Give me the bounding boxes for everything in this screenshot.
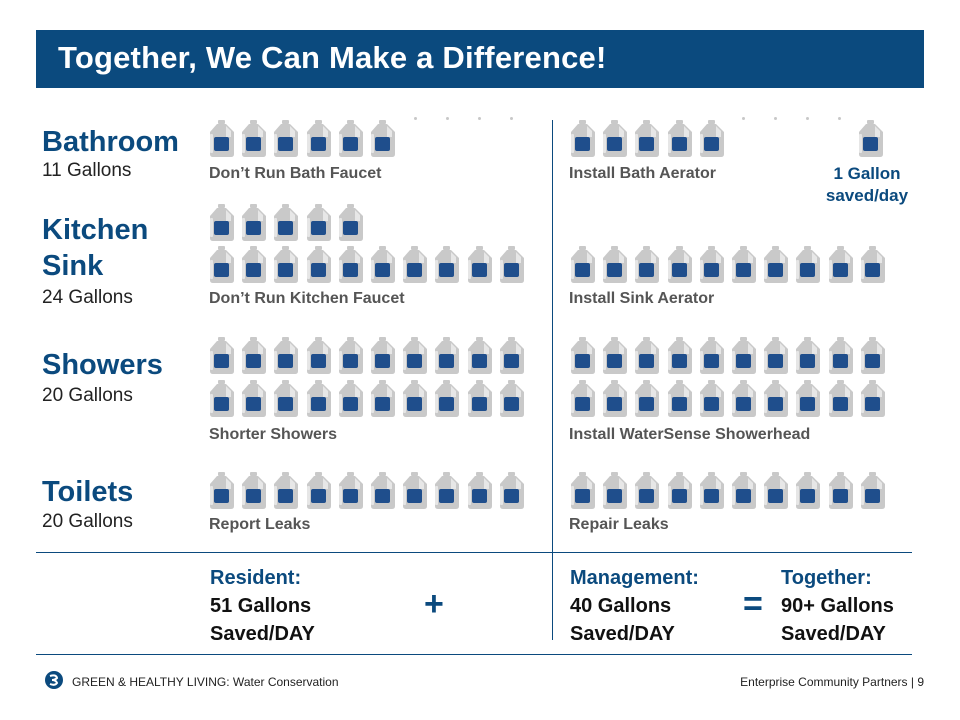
milk-jug-icon: [305, 472, 333, 510]
caption-report-leaks: Report Leaks: [209, 516, 311, 533]
milk-jug-icon: [401, 472, 429, 510]
category-kitchen-amount: 24 Gallons: [42, 287, 133, 308]
caption-bath-faucet: Don’t Run Bath Faucet: [209, 165, 382, 182]
milk-jug-icon: [794, 472, 822, 510]
milk-jug-icon: [337, 337, 365, 375]
caption-kitchen-faucet: Don’t Run Kitchen Faucet: [209, 290, 405, 307]
separator-dot: [774, 117, 777, 120]
milk-jug-icon: [272, 337, 300, 375]
jug-row-report-leaks: [208, 472, 530, 510]
together-value-line2: Saved/DAY: [781, 623, 886, 645]
milk-jug-icon: [466, 380, 494, 418]
milk-jug-icon: [240, 472, 268, 510]
management-value-line1: 40 Gallons: [570, 595, 672, 617]
milk-jug-icon: [240, 380, 268, 418]
milk-jug-icon: [401, 337, 429, 375]
resident-label: Resident:: [210, 567, 302, 589]
legend-note-line1: 1 Gallon: [833, 164, 901, 183]
plus-sign: +: [424, 585, 444, 623]
jug-row-kitchen-faucet-1: [208, 204, 369, 242]
separator-dot: [742, 117, 745, 120]
caption-showerhead: Install WaterSense Showerhead: [569, 426, 811, 443]
milk-jug-icon: [337, 246, 365, 284]
milk-jug-icon: [762, 246, 790, 284]
horizontal-divider: [36, 552, 912, 553]
category-showers-title: Showers: [42, 349, 163, 381]
milk-jug-icon: [569, 380, 597, 418]
milk-jug-icon: [698, 472, 726, 510]
milk-jug-icon: [666, 472, 694, 510]
milk-jug-icon: [498, 380, 526, 418]
milk-jug-icon: [272, 472, 300, 510]
milk-jug-icon: [698, 120, 726, 158]
footer-page-info: Enterprise Community Partners | 9: [740, 675, 924, 689]
milk-jug-icon: [240, 204, 268, 242]
milk-jug-icon: [369, 120, 397, 158]
milk-jug-icon: [208, 204, 236, 242]
milk-jug-icon: [337, 380, 365, 418]
vertical-divider: [552, 120, 553, 640]
milk-jug-icon: [569, 120, 597, 158]
milk-jug-icon: [569, 246, 597, 284]
separator-dot: [414, 117, 417, 120]
footer-divider: [36, 654, 912, 655]
milk-jug-icon: [305, 246, 333, 284]
together-label: Together:: [781, 567, 872, 589]
page-title: Together, We Can Make a Difference!: [58, 40, 607, 75]
milk-jug-icon: [827, 472, 855, 510]
milk-jug-icon: [859, 380, 887, 418]
separator-dot: [838, 117, 841, 120]
milk-jug-icon: [369, 246, 397, 284]
category-bathroom-amount: 11 Gallons: [42, 160, 132, 181]
milk-jug-icon: [859, 472, 887, 510]
caption-sink-aerator: Install Sink Aerator: [569, 290, 715, 307]
milk-jug-icon: [857, 120, 885, 158]
milk-jug-icon: [633, 337, 661, 375]
resident-value-line1: 51 Gallons: [210, 595, 312, 617]
jug-row-legend: [857, 120, 889, 158]
milk-jug-icon: [666, 246, 694, 284]
milk-jug-icon: [208, 472, 236, 510]
milk-jug-icon: [859, 246, 887, 284]
category-toilets-amount: 20 Gallons: [42, 511, 133, 532]
milk-jug-icon: [305, 204, 333, 242]
milk-jug-icon: [794, 246, 822, 284]
milk-jug-icon: [433, 472, 461, 510]
milk-jug-icon: [272, 204, 300, 242]
milk-jug-icon: [498, 246, 526, 284]
jug-row-kitchen-faucet-2: [208, 246, 530, 284]
milk-jug-icon: [433, 380, 461, 418]
management-value-line2: Saved/DAY: [570, 623, 675, 645]
milk-jug-icon: [305, 337, 333, 375]
milk-jug-icon: [827, 246, 855, 284]
milk-jug-icon: [337, 204, 365, 242]
milk-jug-icon: [240, 120, 268, 158]
together-value-line1: 90+ Gallons: [781, 595, 894, 617]
milk-jug-icon: [666, 120, 694, 158]
milk-jug-icon: [633, 246, 661, 284]
milk-jug-icon: [240, 337, 268, 375]
milk-jug-icon: [698, 246, 726, 284]
milk-jug-icon: [569, 472, 597, 510]
equals-sign: =: [743, 585, 763, 623]
milk-jug-icon: [794, 337, 822, 375]
management-label: Management:: [570, 567, 699, 589]
category-kitchen-title: Kitchen Sink: [42, 214, 149, 282]
separator-dot: [510, 117, 513, 120]
milk-jug-icon: [730, 337, 758, 375]
milk-jug-icon: [859, 337, 887, 375]
milk-jug-icon: [698, 337, 726, 375]
milk-jug-icon: [369, 337, 397, 375]
milk-jug-icon: [762, 472, 790, 510]
milk-jug-icon: [698, 380, 726, 418]
milk-jug-icon: [208, 120, 236, 158]
milk-jug-icon: [730, 246, 758, 284]
milk-jug-icon: [794, 380, 822, 418]
milk-jug-icon: [466, 337, 494, 375]
milk-jug-icon: [762, 337, 790, 375]
milk-jug-icon: [601, 380, 629, 418]
milk-jug-icon: [498, 337, 526, 375]
footer-section-title: GREEN & HEALTHY LIVING: Water Conservation: [72, 675, 339, 689]
jug-row-shorter-showers-2: [208, 380, 530, 418]
milk-jug-icon: [666, 337, 694, 375]
milk-jug-icon: [666, 380, 694, 418]
category-toilets-title: Toilets: [42, 476, 134, 508]
category-bathroom-title: Bathroom: [42, 126, 179, 158]
resident-value: [210, 592, 315, 648]
category-showers-amount: 20 Gallons: [42, 385, 133, 406]
milk-jug-icon: [433, 337, 461, 375]
jug-row-bath-faucet: [208, 120, 401, 158]
milk-jug-icon: [730, 380, 758, 418]
milk-jug-icon: [633, 472, 661, 510]
together-value: [781, 592, 894, 648]
legend-note-line2: saved/day: [825, 186, 909, 205]
management-value: [570, 592, 675, 648]
milk-jug-icon: [762, 380, 790, 418]
jug-row-showerhead-1: [569, 337, 891, 375]
milk-jug-icon: [272, 246, 300, 284]
legend-note: [802, 163, 932, 207]
milk-jug-icon: [827, 337, 855, 375]
milk-jug-icon: [208, 380, 236, 418]
milk-jug-icon: [272, 380, 300, 418]
jug-row-showerhead-2: [569, 380, 891, 418]
milk-jug-icon: [466, 472, 494, 510]
milk-jug-icon: [401, 246, 429, 284]
jug-row-shorter-showers-1: [208, 337, 530, 375]
title-banner: [36, 30, 924, 88]
milk-jug-icon: [240, 246, 268, 284]
milk-jug-icon: [272, 120, 300, 158]
caption-bath-aerator: Install Bath Aerator: [569, 165, 716, 182]
milk-jug-icon: [601, 472, 629, 510]
jug-row-bath-aerator: [569, 120, 730, 158]
milk-jug-icon: [601, 337, 629, 375]
resident-value-line2: Saved/DAY: [210, 623, 315, 645]
caption-shorter-showers: Shorter Showers: [209, 426, 338, 443]
separator-dot: [478, 117, 481, 120]
milk-jug-icon: [601, 120, 629, 158]
milk-jug-icon: [433, 246, 461, 284]
milk-jug-icon: [337, 472, 365, 510]
milk-jug-icon: [498, 472, 526, 510]
jug-row-sink-aerator: [569, 246, 891, 284]
milk-jug-icon: [337, 120, 365, 158]
separator-dot: [806, 117, 809, 120]
milk-jug-icon: [466, 246, 494, 284]
milk-jug-icon: [601, 246, 629, 284]
milk-jug-icon: [208, 337, 236, 375]
milk-jug-icon: [369, 380, 397, 418]
milk-jug-icon: [305, 380, 333, 418]
milk-jug-icon: [305, 120, 333, 158]
milk-jug-icon: [208, 246, 236, 284]
caption-repair-leaks: Repair Leaks: [569, 516, 669, 533]
milk-jug-icon: [633, 380, 661, 418]
jug-row-repair-leaks: [569, 472, 891, 510]
enterprise-logo-icon: [44, 670, 64, 690]
milk-jug-icon: [633, 120, 661, 158]
milk-jug-icon: [827, 380, 855, 418]
milk-jug-icon: [569, 337, 597, 375]
milk-jug-icon: [401, 380, 429, 418]
milk-jug-icon: [730, 472, 758, 510]
separator-dot: [446, 117, 449, 120]
milk-jug-icon: [369, 472, 397, 510]
